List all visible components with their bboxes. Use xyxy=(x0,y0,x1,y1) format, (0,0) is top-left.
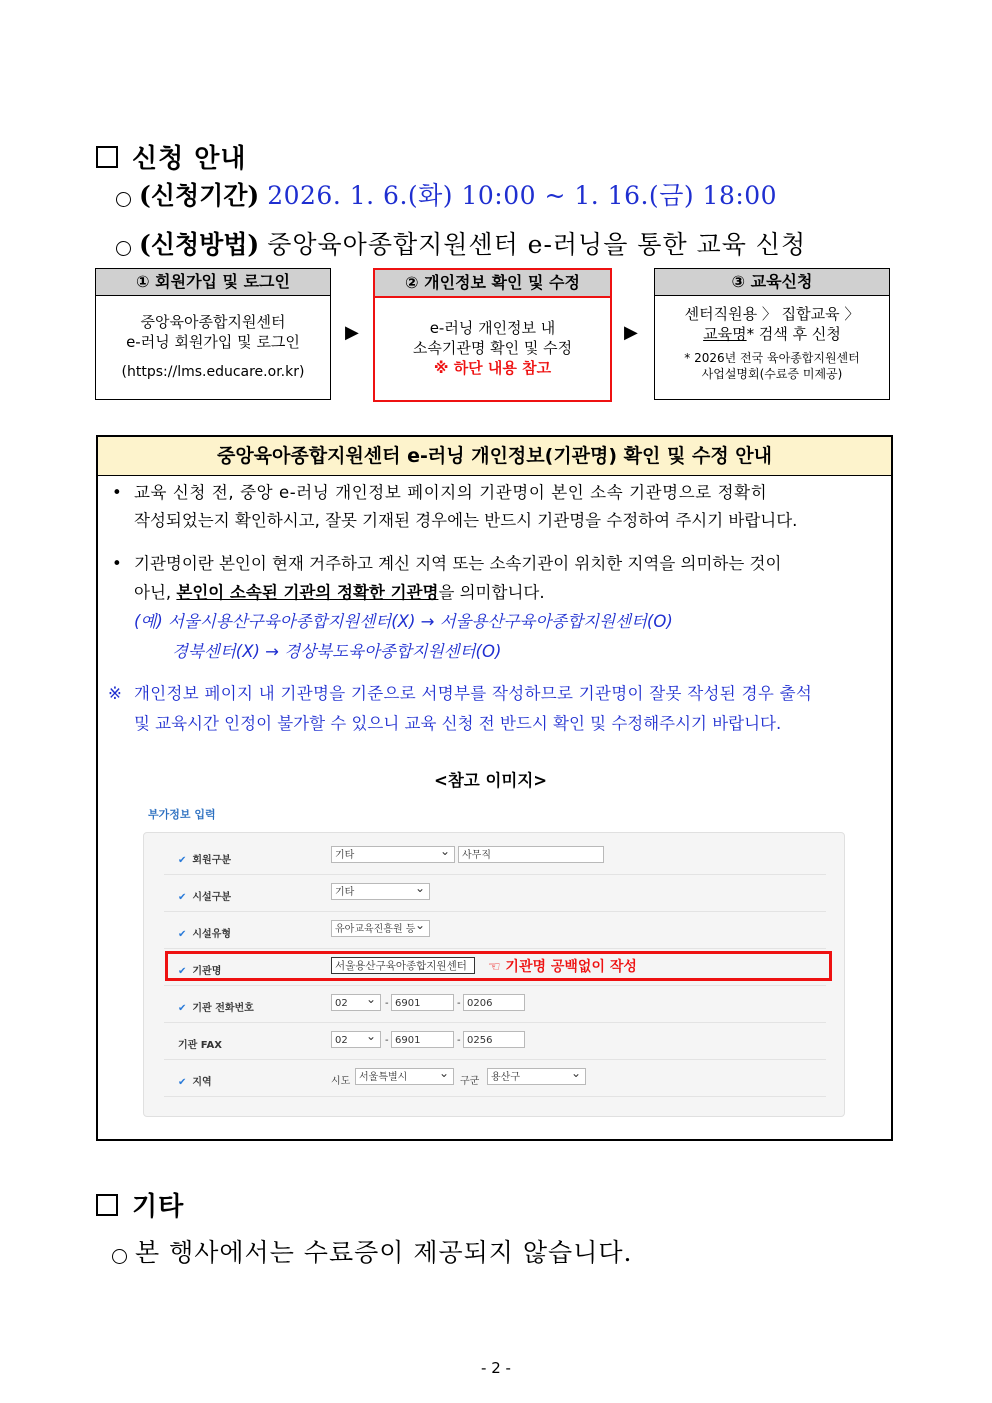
step-2-box: ② 개인정보 확인 및 수정 e-러닝 개인정보 내 소속기관명 확인 및 수정 ※ 하단 내용 참고 xyxy=(373,268,612,402)
gugun-select[interactable]: 용산구 ⌄ xyxy=(487,1068,586,1085)
phone-area-select[interactable]: 02 ⌄ xyxy=(331,994,381,1011)
check-icon: ✔ xyxy=(178,966,187,977)
check-icon: ✔ xyxy=(178,855,187,866)
member-select[interactable]: 기타 ⌄ xyxy=(331,846,455,863)
phone-last-input[interactable]: 0206 xyxy=(463,994,525,1011)
form-row-fax: 기관 FAX 02 ⌄ - 6901 - 0256 xyxy=(164,1022,826,1060)
method-value: 중앙육아종합지원센터 e-러닝을 통한 교육 신청 xyxy=(267,230,807,259)
circle-bullet-icon xyxy=(116,192,131,207)
fax-mid-input[interactable]: 6901 xyxy=(391,1031,454,1048)
arrow-right-icon: ▶ xyxy=(624,322,638,343)
step-2-title: ② 개인정보 확인 및 수정 xyxy=(375,270,610,298)
form-row-type: ✔ 시설유형 유아교육진흥원 등 ⌄ xyxy=(164,911,826,949)
form-row-member: ✔ 회원구분 기타 ⌄ 사무직 xyxy=(164,837,826,875)
step-1-box: ① 회원가입 및 로그인 중앙육아종합지원센터 e-러닝 회원가입 및 로그인 (https://lms.educare.or.kr) xyxy=(95,268,331,400)
step-3-title: ③ 교육신청 xyxy=(655,269,889,296)
check-icon: ✔ xyxy=(178,929,187,940)
check-icon: ✔ xyxy=(178,1077,187,1088)
lms-url: (https://lms.educare.or.kr) xyxy=(121,364,305,380)
member-input[interactable]: 사무직 xyxy=(458,846,604,863)
notice-title: 중앙육아종합지원센터 e-러닝 개인정보(기관명) 확인 및 수정 안내 xyxy=(98,437,891,476)
check-icon: ✔ xyxy=(178,1003,187,1014)
section-title-application: 신청 안내 xyxy=(96,138,247,175)
page-number: - 2 - xyxy=(481,1359,511,1377)
org-callout: ☜ 기관명 공백없이 작성 xyxy=(488,959,637,975)
step-1-title: ① 회원가입 및 로그인 xyxy=(96,269,330,296)
step-3-box: ③ 교육신청 센터직원용 〉 집합교육 〉 교육명* 검색 후 신청 * 2026년 전국 육아종합지원센터 사업설명회(수료증 미제공) xyxy=(654,268,890,400)
form-row-phone: ✔ 기관 전화번호 02 ⌄ - 6901 - 0206 xyxy=(164,985,826,1023)
method-line: (신청방법) 중앙육아종합지원센터 e-러닝을 통한 교육 신청 xyxy=(116,225,806,261)
org-row-highlight xyxy=(165,951,832,981)
fax-last-input[interactable]: 0256 xyxy=(463,1031,525,1048)
form-row-facility: ✔ 시설구분 기타 ⌄ xyxy=(164,874,826,912)
example-line-1: (예) 서울시용산구육아종합지원센터(X) → 서울용산구육아종합지원센터(O) xyxy=(134,612,673,631)
checkbox-square-icon xyxy=(96,146,118,168)
warning-mark: ※ xyxy=(108,684,122,703)
bullet-icon: • xyxy=(112,554,122,573)
type-select[interactable]: 유아교육진흥원 등 ⌄ xyxy=(331,920,430,937)
period-value: 2026. 1. 6.(화) 10:00 ~ 1. 16.(금) 18:00 xyxy=(267,181,778,210)
emphasis-org-name: 본인이 소속된 기관의 정확한 기관명 xyxy=(176,583,439,602)
fax-area-select[interactable]: 02 ⌄ xyxy=(331,1031,381,1048)
form-heading: 부가정보 입력 xyxy=(148,808,216,821)
checkbox-square-icon xyxy=(96,1194,118,1216)
period-line: (신청기간) 2026. 1. 6.(화) 10:00 ~ 1. 16.(금) 18:00 xyxy=(116,176,777,212)
phone-mid-input[interactable]: 6901 xyxy=(391,994,454,1011)
section-title-etc: 기타 xyxy=(96,1186,184,1223)
form-row-region: ✔ 지역 시도 서울특별시 ⌄ 구군 용산구 ⌄ xyxy=(164,1059,826,1097)
facility-select[interactable]: 기타 ⌄ xyxy=(331,883,430,900)
check-icon: ✔ xyxy=(178,892,187,903)
form-row-org: ✔ 기관명 서울용산구육아종합지원센터 ☜ 기관명 공백없이 작성 xyxy=(164,948,826,986)
refer-below-note: ※ 하단 내용 참고 xyxy=(433,359,552,377)
example-line-2: 경북센터(X) → 경상북도육아종합지원센터(O) xyxy=(172,642,502,661)
circle-bullet-icon xyxy=(116,241,131,256)
org-name-input[interactable]: 서울용산구육아종합지원센터 xyxy=(331,957,475,974)
circle-bullet-icon xyxy=(112,1249,127,1264)
etc-line: 본 행사에서는 수료증이 제공되지 않습니다. xyxy=(112,1233,632,1269)
arrow-right-icon: ▶ xyxy=(345,322,359,343)
bullet-icon: • xyxy=(112,483,122,502)
sido-select[interactable]: 서울특별시 ⌄ xyxy=(355,1068,454,1085)
reference-image-title: <참고 이미지> xyxy=(434,771,548,790)
